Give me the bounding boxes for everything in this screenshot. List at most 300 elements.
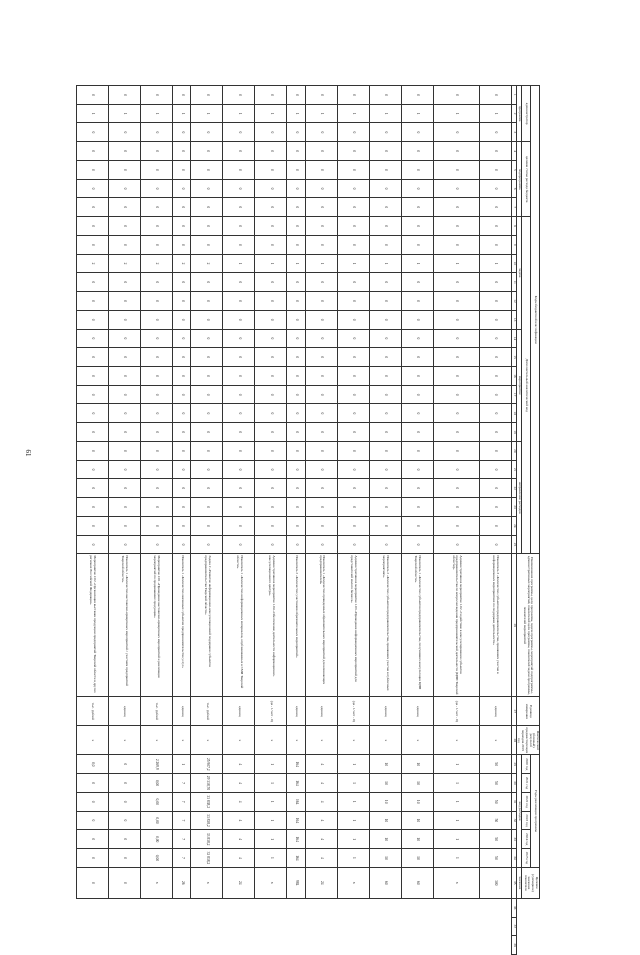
code-cell: 0 [76,460,108,479]
code-cell: 0 [369,423,401,442]
code-cell: 0 [172,479,191,498]
row-target: 0 [76,867,108,898]
column-number: 30 [511,774,516,793]
row-actual: х [306,726,338,755]
year-value: 10 [369,755,401,774]
year-value: 10 [401,830,433,849]
code-cell: 0 [369,367,401,386]
code-cell: 0 [287,498,306,517]
code-cell: 0 [76,198,108,217]
code-cell: 0 [401,479,433,498]
code-cell: 0 [433,273,479,292]
code-cell: 0 [108,310,140,329]
code-cell: 1 [479,104,511,123]
code-cell: 0 [140,86,172,105]
code-cell: 0 [172,498,191,517]
code-cell: 0 [191,142,223,161]
year-value: 0 [108,830,140,849]
code-cell: 0 [338,423,370,442]
column-number: 19 [511,423,516,442]
code-cell: 0 [401,142,433,161]
code-cell: 0 [108,516,140,535]
code-cell: 0 [172,198,191,217]
column-number: 7 [511,198,516,217]
code-cell: 0 [369,273,401,292]
code-cell: 0 [306,385,338,404]
code-cell: 0 [338,179,370,198]
code-cell: 0 [191,441,223,460]
code-cell: 0 [433,329,479,348]
code-cell: 0 [223,498,255,517]
code-cell: 0 [140,423,172,442]
year-value: 0,00 [140,830,172,849]
code-cell: 0 [108,348,140,367]
year-value: 1 [255,811,287,830]
row-actual: х [172,726,191,755]
year-value: 7 [172,849,191,868]
code-cell: 0 [140,535,172,554]
table-row [255,86,287,955]
code-cell: 0 [191,460,223,479]
header-article: целевая статья расхода бюджета [521,142,530,217]
code-cell: 0 [287,385,306,404]
code-cell: 0 [255,179,287,198]
year-value: 10 [401,792,433,811]
row-unit: тыс. рублей [140,697,172,726]
code-cell: 0 [433,160,479,179]
code-cell: 0 [108,423,140,442]
code-cell: 0 [369,348,401,367]
code-cell: 0 [369,441,401,460]
year-value: 4 [306,774,338,793]
code-cell: 0 [108,160,140,179]
year-value: 33 838,2 [191,811,223,830]
column-number: 37 [511,917,516,936]
header-measure: мероприятие [516,329,521,441]
code-cell: 0 [255,348,287,367]
column-number: 17 [511,385,516,404]
year-value: 2 269,9 [140,755,172,774]
row-target: 0 [108,867,140,898]
code-cell: 0 [223,292,255,311]
code-cell: 0 [306,160,338,179]
header-year-2: 2021 год [521,774,530,793]
header-value: значение [516,867,521,898]
row-unit: единиц [108,697,140,726]
code-cell: 0 [479,441,511,460]
column-number: 26 [511,554,516,697]
code-cell: 0 [479,329,511,348]
code-cell: 1 [479,254,511,273]
code-cell: 0 [172,310,191,329]
code-cell: 1 [191,104,223,123]
year-value: 10 [401,849,433,868]
code-cell: 0 [172,160,191,179]
code-cell: 1 [76,104,108,123]
code-cell: 0 [401,498,433,517]
header-name: Наименование программы, цели программы, задачи программы, мероприятий подпрограммы, административных мероприятий, показателей цели программы, показателей задачи программы, показателей мероприятий [516,554,539,697]
row-actual: х [287,726,306,755]
code-cell: 0 [172,235,191,254]
code-cell: 0 [76,404,108,423]
code-cell: 0 [338,385,370,404]
column-number: 12 [511,292,516,311]
header-row-3 [516,86,521,955]
row-target: х [433,867,479,898]
column-number: 24 [511,516,516,535]
year-value: 50 [479,755,511,774]
code-cell: 0 [172,142,191,161]
code-cell: 0 [369,179,401,198]
code-cell: 0 [255,329,287,348]
code-cell: 0 [76,160,108,179]
code-cell: 0 [433,179,479,198]
year-value: 164 [287,849,306,868]
year-value: 7 [172,792,191,811]
header-row-2 [521,86,530,955]
code-cell: 0 [255,198,287,217]
code-cell: 0 [479,123,511,142]
code-cell: 0 [401,460,433,479]
code-cell: 1 [108,104,140,123]
code-cell: 0 [172,535,191,554]
row-unit: тыс. рублей [191,697,223,726]
code-cell: 0 [401,292,433,311]
code-cell: 0 [287,198,306,217]
code-cell: 0 [306,273,338,292]
header-admin: администратор [521,86,530,142]
row-name: Административное мероприятие 1.02 «Содействие в консультировании субъектов предпринимательства по вопросам ведения предпринимательской деятельности (ЦПП Тверской области)» [433,554,479,697]
code-cell: 0 [433,535,479,554]
code-cell: 0 [401,367,433,386]
code-cell: 0 [338,142,370,161]
column-number: 18 [511,404,516,423]
row-target: 300 [479,867,511,898]
code-cell: 0 [255,367,287,386]
code-cell: 0 [287,86,306,105]
code-cell: 0 [479,404,511,423]
code-cell: 0 [479,142,511,161]
row-unit: единиц [479,697,511,726]
code-cell: 0 [401,160,433,179]
code-cell: 0 [76,423,108,442]
code-cell: 0 [401,86,433,105]
table-row [287,86,306,955]
code-cell: 0 [306,142,338,161]
code-cell: 0 [140,142,172,161]
year-value: 1 [255,755,287,774]
row-name: Показатель 1 «Количество оказанных субъектам предпринимательства услуг» [172,554,191,697]
code-cell: 0 [255,217,287,236]
code-cell: 0 [433,385,479,404]
code-cell: 0 [172,423,191,442]
column-number: 20 [511,441,516,460]
code-cell: 0 [287,348,306,367]
year-value: 164 [287,755,306,774]
code-cell: 0 [76,479,108,498]
row-actual: х [255,726,287,755]
row-name: Показатель 1 «Количество информационных материалов, опубликованных в СМИ Тверской области» [223,554,255,697]
row-unit: единиц [401,697,433,726]
code-cell: 0 [223,123,255,142]
code-cell: 0 [140,179,172,198]
code-cell: 0 [223,516,255,535]
code-cell: 1 [369,104,401,123]
code-cell: 0 [479,535,511,554]
year-value: 33 838,2 [191,830,223,849]
code-cell: 0 [255,142,287,161]
code-cell: 0 [140,348,172,367]
code-cell: 0 [108,179,140,198]
code-cell: 0 [191,160,223,179]
year-value: 7 [172,774,191,793]
year-value: 0,0 [76,755,108,774]
code-cell: 0 [433,235,479,254]
row-unit: (да - 1/ нет - 0) [433,697,479,726]
column-number: 3 [511,123,516,142]
code-cell: 0 [338,123,370,142]
code-cell: 0 [433,86,479,105]
code-cell: 0 [479,348,511,367]
year-value: 1 [255,830,287,849]
code-cell: 0 [338,329,370,348]
code-cell: 0 [76,441,108,460]
code-cell: 0 [401,310,433,329]
code-cell: 0 [369,460,401,479]
row-actual: х [433,726,479,755]
code-cell: 0 [223,310,255,329]
code-cell: 1 [369,254,401,273]
year-value: 10 [369,792,401,811]
code-cell: 0 [479,179,511,198]
code-cell: 0 [369,535,401,554]
code-cell: 0 [140,235,172,254]
code-cell: 0 [140,479,172,498]
table-row [306,86,338,955]
code-cell: 0 [306,86,338,105]
code-cell: 0 [108,235,140,254]
code-cell: 0 [255,423,287,442]
code-cell: 0 [369,479,401,498]
code-cell: 1 [172,104,191,123]
header-direction: направление расходов [516,441,521,553]
code-cell: 0 [479,292,511,311]
column-number: 6 [511,179,516,198]
code-cell: 0 [433,198,479,217]
row-target: 60 [369,867,401,898]
code-cell: 0 [140,404,172,423]
code-cell: 0 [172,86,191,105]
code-cell: 0 [76,123,108,142]
column-number: 36 [511,898,516,917]
header-year-5: 2024 год [521,830,530,849]
year-value: 7 [172,811,191,830]
code-cell: 0 [140,385,172,404]
year-value: 50 [479,792,511,811]
column-number: 5 [511,160,516,179]
column-number: 34 [511,849,516,868]
row-target: х [140,867,172,898]
code-cell: 0 [433,123,479,142]
code-cell: 0 [191,423,223,442]
code-cell: 0 [191,498,223,517]
code-cell: 0 [255,86,287,105]
header-year-6: 2025 год [521,849,530,868]
year-value: 1 [433,755,479,774]
code-cell: 0 [401,423,433,442]
year-value: 7 [172,830,191,849]
code-cell: 0 [306,516,338,535]
year-value: 10 [369,811,401,830]
code-cell: 0 [433,423,479,442]
code-cell: 0 [172,348,191,367]
row-target: 984 [287,867,306,898]
row-actual: х [191,726,223,755]
code-cell: 0 [172,123,191,142]
code-cell: 1 [433,104,479,123]
header-years: Годы реализации программы [530,755,539,867]
row-name: Административное мероприятие 1.04 «Обеспечение деятельности информационно-консультационного центра» [255,554,287,697]
code-cell: 0 [191,516,223,535]
code-cell: 0 [401,404,433,423]
row-name: Показатель 1 «Количество выставочно-ярмарочных мероприятий с участием предприятий Тверской области» [108,554,140,697]
row-target: 24 [223,867,255,898]
code-cell: 0 [172,329,191,348]
year-value: 1 [338,811,370,830]
table-row [223,86,255,955]
column-number: 31 [511,792,516,811]
code-cell: 0 [255,292,287,311]
code-cell: 0 [306,235,338,254]
header-actual: Фактический (базовый) результат предшествующих периодов 2019 год [517,727,540,754]
year-value: 0 [76,849,108,868]
code-cell: 0 [369,86,401,105]
code-cell: 0 [306,479,338,498]
year-value: 1 [433,830,479,849]
column-number: 23 [511,498,516,517]
code-cell: 0 [108,460,140,479]
code-cell: 0 [108,385,140,404]
code-cell: 0 [76,86,108,105]
year-value: 0,00 [140,849,172,868]
row-actual: х [369,726,401,755]
code-cell: 0 [191,404,223,423]
column-number-row [511,86,516,955]
year-value: 1 [433,792,479,811]
code-cell: 0 [191,329,223,348]
year-value: 164 [287,792,306,811]
code-cell: 0 [338,404,370,423]
year-value: 10 [401,755,433,774]
code-cell: 0 [223,423,255,442]
code-cell: 0 [306,404,338,423]
code-cell: 0 [369,498,401,517]
code-cell: 0 [369,235,401,254]
code-cell: 2 [108,254,140,273]
code-cell: 2 [191,254,223,273]
code-cell: 0 [479,479,511,498]
year-value: 1 [433,811,479,830]
code-cell: 0 [401,198,433,217]
code-cell: 0 [255,498,287,517]
code-cell: 0 [369,198,401,217]
year-value: 1 [255,774,287,793]
code-cell: 0 [369,310,401,329]
row-target: 24 [306,867,338,898]
code-cell: 0 [287,310,306,329]
table-row [338,86,370,955]
code-cell: 1 [140,104,172,123]
column-number: 1 [511,86,516,105]
year-value: 1 [338,774,370,793]
code-cell: 0 [433,310,479,329]
code-cell: 1 [306,104,338,123]
table-row [433,86,479,955]
code-cell: 0 [223,535,255,554]
code-cell: 0 [306,329,338,348]
code-cell: 0 [140,367,172,386]
row-actual: х [338,726,370,755]
row-name: Показатель 2 «Количество участников образовательных мероприятий» [287,554,306,697]
table-row [401,86,433,955]
code-cell: 0 [306,348,338,367]
column-number: 33 [511,830,516,849]
code-cell: 0 [433,217,479,236]
column-number: 38 [511,936,516,955]
year-value: 4 [223,755,255,774]
row-actual: х [140,726,172,755]
year-value: 4 [223,792,255,811]
code-cell: 0 [76,292,108,311]
year-value: 4 [306,830,338,849]
code-cell: 0 [338,460,370,479]
year-value: 50 [479,774,511,793]
year-value: 0 [108,792,140,811]
row-name: Показатель 1 «Количество проведенных образовательных мероприятий для начинающих предпринимателей» [306,554,338,697]
table-body [76,86,511,955]
code-cell: 0 [479,498,511,517]
row-unit: единиц [223,697,255,726]
code-cell: 0 [223,348,255,367]
header-subprogram: подпрограмма [516,142,521,217]
column-number: 21 [511,460,516,479]
code-cell: 0 [338,273,370,292]
code-cell: 0 [479,86,511,105]
code-cell: 0 [306,198,338,217]
code-cell: 0 [191,292,223,311]
code-cell: 0 [108,329,140,348]
year-value: 1 [255,849,287,868]
code-cell: 0 [223,385,255,404]
code-cell: 0 [108,404,140,423]
row-name: Административное мероприятие 1.03 «Проведение информационных мероприятий для представителей малого бизнеса» [338,554,370,697]
code-cell: 0 [108,535,140,554]
code-cell: 0 [433,292,479,311]
code-cell: 0 [108,292,140,311]
row-target: х [338,867,370,898]
header-year-3: 2022 год [521,792,530,811]
year-value: 10 [401,811,433,830]
code-cell: 0 [191,273,223,292]
column-number: 9 [511,235,516,254]
code-cell: 0 [433,441,479,460]
code-cell: 0 [401,516,433,535]
code-cell: 0 [76,142,108,161]
year-value: 29 338,70 [191,774,223,793]
year-value: 164 [287,830,306,849]
code-cell: 0 [287,535,306,554]
year-value: 1 [338,849,370,868]
